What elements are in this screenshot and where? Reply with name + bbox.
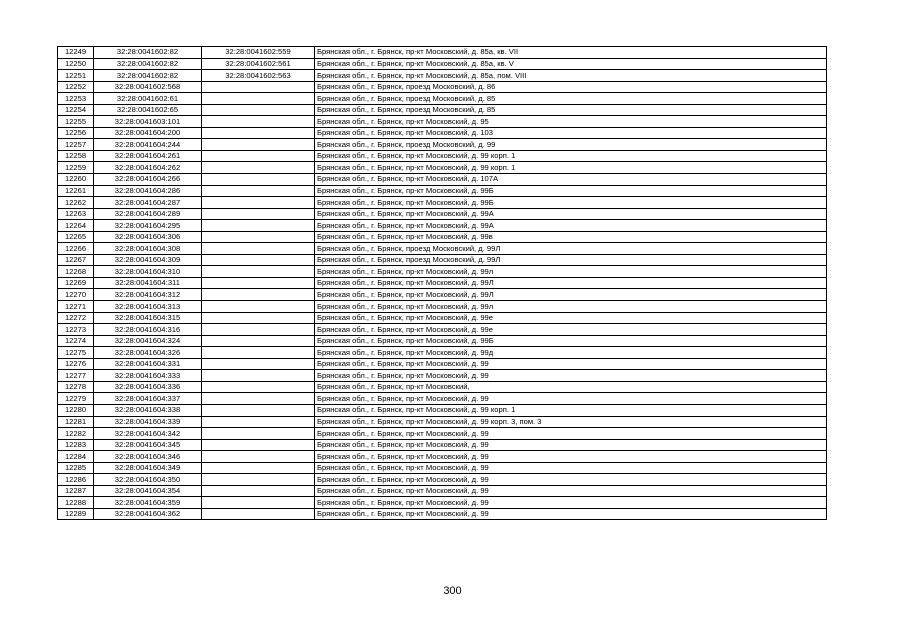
cadastral-number-cell: 32:28:0041604:338	[94, 404, 202, 416]
row-number-cell: 12263	[58, 208, 94, 220]
address-cell: Брянская обл., г. Брянск, пр-кт Московский, д. 99Б	[315, 185, 827, 197]
sub-cadastral-number-cell	[202, 277, 315, 289]
cadastral-number-cell: 32:28:0041604:359	[94, 497, 202, 509]
table-row	[58, 116, 827, 128]
address-cell: Брянская обл., г. Брянск, пр-кт Московский, д. 99	[315, 439, 827, 451]
table-row	[58, 162, 827, 174]
address-cell: Брянская обл., г. Брянск, пр-кт Московский, д. 99Л	[315, 289, 827, 301]
row-number-cell: 12256	[58, 127, 94, 139]
table-row	[58, 139, 827, 151]
sub-cadastral-number-cell	[202, 197, 315, 209]
cadastral-number-cell: 32:28:0041604:337	[94, 393, 202, 405]
sub-cadastral-number-cell	[202, 220, 315, 232]
row-number-cell: 12254	[58, 104, 94, 116]
sub-cadastral-number-cell	[202, 416, 315, 428]
cadastral-number-cell: 32:28:0041602:65	[94, 104, 202, 116]
sub-cadastral-number-cell	[202, 174, 315, 186]
sub-cadastral-number-cell: 32:28:0041602:563	[202, 70, 315, 82]
address-cell: Брянская обл., г. Брянск, пр-кт Московский, д. 99л	[315, 266, 827, 278]
cadastral-number-cell: 32:28:0041604:200	[94, 127, 202, 139]
table-row	[58, 254, 827, 266]
address-cell: Брянская обл., г. Брянск, пр-кт Московский, д. 99	[315, 485, 827, 497]
row-number-cell: 12250	[58, 58, 94, 70]
row-number-cell: 12271	[58, 301, 94, 313]
row-number-cell: 12275	[58, 347, 94, 359]
cadastral-number-cell: 32:28:0041604:311	[94, 277, 202, 289]
sub-cadastral-number-cell	[202, 266, 315, 278]
row-number-cell: 12279	[58, 393, 94, 405]
cadastral-number-cell: 32:28:0041602:82	[94, 47, 202, 59]
sub-cadastral-number-cell	[202, 393, 315, 405]
address-cell: Брянская обл., г. Брянск, проезд Московский, д. 99Л	[315, 254, 827, 266]
table-row	[58, 451, 827, 463]
address-cell: Брянская обл., г. Брянск, пр-кт Московский, д. 99	[315, 451, 827, 463]
address-cell: Брянская обл., г. Брянск, пр-кт Московский, д. 103	[315, 127, 827, 139]
cadastral-number-cell: 32:28:0041604:331	[94, 358, 202, 370]
cadastral-number-cell: 32:28:0041604:315	[94, 312, 202, 324]
address-cell: Брянская обл., г. Брянск, пр-кт Московский, д. 85а, кв. V	[315, 58, 827, 70]
row-number-cell: 12269	[58, 277, 94, 289]
sub-cadastral-number-cell	[202, 381, 315, 393]
table-row	[58, 231, 827, 243]
sub-cadastral-number-cell	[202, 508, 315, 520]
address-cell: Брянская обл., г. Брянск, пр-кт Московский, д. 99 корп. 1	[315, 150, 827, 162]
address-cell: Брянская обл., г. Брянск, пр-кт Московский, д. 99е	[315, 324, 827, 336]
table-row	[58, 127, 827, 139]
row-number-cell: 12251	[58, 70, 94, 82]
row-number-cell: 12267	[58, 254, 94, 266]
row-number-cell: 12261	[58, 185, 94, 197]
cadastral-number-cell: 32:28:0041604:262	[94, 162, 202, 174]
sub-cadastral-number-cell	[202, 301, 315, 313]
row-number-cell: 12285	[58, 462, 94, 474]
sub-cadastral-number-cell	[202, 289, 315, 301]
table-row	[58, 324, 827, 336]
address-cell: Брянская обл., г. Брянск, пр-кт Московский, д. 99д	[315, 347, 827, 359]
cadastral-number-cell: 32:28:0041602:61	[94, 93, 202, 105]
table-row	[58, 277, 827, 289]
cadastral-number-cell: 32:28:0041604:261	[94, 150, 202, 162]
cadastral-number-cell: 32:28:0041602:568	[94, 81, 202, 93]
sub-cadastral-number-cell	[202, 485, 315, 497]
row-number-cell: 12287	[58, 485, 94, 497]
cadastral-number-cell: 32:28:0041604:309	[94, 254, 202, 266]
row-number-cell: 12277	[58, 370, 94, 382]
table-row	[58, 416, 827, 428]
cadastral-number-cell: 32:28:0041604:310	[94, 266, 202, 278]
cadastral-number-cell: 32:28:0041604:345	[94, 439, 202, 451]
page-number: 300	[443, 585, 462, 597]
table-row	[58, 439, 827, 451]
cadastral-number-cell: 32:28:0041602:82	[94, 58, 202, 70]
cadastral-number-cell: 32:28:0041604:316	[94, 324, 202, 336]
sub-cadastral-number-cell	[202, 231, 315, 243]
address-cell: Брянская обл., г. Брянск, пр-кт Московский, д. 99А	[315, 208, 827, 220]
address-cell: Брянская обл., г. Брянск, пр-кт Московский, д. 107А	[315, 174, 827, 186]
sub-cadastral-number-cell	[202, 324, 315, 336]
sub-cadastral-number-cell	[202, 208, 315, 220]
table-row	[58, 150, 827, 162]
row-number-cell: 12283	[58, 439, 94, 451]
address-cell: Брянская обл., г. Брянск, пр-кт Московский, д. 99	[315, 393, 827, 405]
table-row	[58, 404, 827, 416]
records-table	[57, 46, 827, 520]
sub-cadastral-number-cell: 32:28:0041602:561	[202, 58, 315, 70]
table-row	[58, 208, 827, 220]
row-number-cell: 12265	[58, 231, 94, 243]
address-cell: Брянская обл., г. Брянск, пр-кт Московский, д. 99е	[315, 312, 827, 324]
cadastral-number-cell: 32:28:0041604:312	[94, 289, 202, 301]
sub-cadastral-number-cell	[202, 116, 315, 128]
row-number-cell: 12252	[58, 81, 94, 93]
table-row	[58, 47, 827, 59]
address-cell: Брянская обл., г. Брянск, пр-кт Московский, д. 99Л	[315, 277, 827, 289]
cadastral-number-cell: 32:28:0041604:295	[94, 220, 202, 232]
table-row	[58, 185, 827, 197]
cadastral-number-cell: 32:28:0041604:266	[94, 174, 202, 186]
table-row	[58, 358, 827, 370]
cadastral-number-cell: 32:28:0041604:286	[94, 185, 202, 197]
address-cell: Брянская обл., г. Брянск, пр-кт Московский, д. 99	[315, 474, 827, 486]
sub-cadastral-number-cell	[202, 404, 315, 416]
sub-cadastral-number-cell	[202, 370, 315, 382]
row-number-cell: 12264	[58, 220, 94, 232]
cadastral-number-cell: 32:28:0041604:244	[94, 139, 202, 151]
address-cell: Брянская обл., г. Брянск, пр-кт Московский, д. 99л	[315, 301, 827, 313]
sub-cadastral-number-cell	[202, 243, 315, 255]
cadastral-number-cell: 32:28:0041604:339	[94, 416, 202, 428]
table-row	[58, 301, 827, 313]
sub-cadastral-number-cell	[202, 104, 315, 116]
sub-cadastral-number-cell	[202, 185, 315, 197]
table-row	[58, 58, 827, 70]
cadastral-number-cell: 32:28:0041604:342	[94, 428, 202, 440]
table-row	[58, 370, 827, 382]
address-cell: Брянская обл., г. Брянск, пр-кт Московский, д. 99	[315, 370, 827, 382]
sub-cadastral-number-cell	[202, 254, 315, 266]
row-number-cell: 12278	[58, 381, 94, 393]
table-row	[58, 428, 827, 440]
table-row	[58, 197, 827, 209]
address-cell: Брянская обл., г. Брянск, проезд Московский, д. 99Л	[315, 243, 827, 255]
sub-cadastral-number-cell: 32:28:0041602:559	[202, 47, 315, 59]
row-number-cell: 12272	[58, 312, 94, 324]
row-number-cell: 12266	[58, 243, 94, 255]
address-cell: Брянская обл., г. Брянск, пр-кт Московский,	[315, 381, 827, 393]
row-number-cell: 12260	[58, 174, 94, 186]
table-row	[58, 70, 827, 82]
sub-cadastral-number-cell	[202, 462, 315, 474]
sub-cadastral-number-cell	[202, 439, 315, 451]
sub-cadastral-number-cell	[202, 81, 315, 93]
row-number-cell: 12281	[58, 416, 94, 428]
cadastral-number-cell: 32:28:0041604:336	[94, 381, 202, 393]
table-row	[58, 335, 827, 347]
address-cell: Брянская обл., г. Брянск, пр-кт Московский, д. 99Б	[315, 197, 827, 209]
address-cell: Брянская обл., г. Брянск, пр-кт Московский, д. 99Б	[315, 335, 827, 347]
table-row	[58, 462, 827, 474]
table-row	[58, 243, 827, 255]
records-table-body	[58, 47, 827, 520]
sub-cadastral-number-cell	[202, 162, 315, 174]
cadastral-number-cell: 32:28:0041604:306	[94, 231, 202, 243]
row-number-cell: 12288	[58, 497, 94, 509]
table-row	[58, 312, 827, 324]
sub-cadastral-number-cell	[202, 347, 315, 359]
table-row	[58, 347, 827, 359]
address-cell: Брянская обл., г. Брянск, пр-кт Московский, д. 99А	[315, 220, 827, 232]
cadastral-number-cell: 32:28:0041604:313	[94, 301, 202, 313]
table-row	[58, 93, 827, 105]
table-row	[58, 220, 827, 232]
sub-cadastral-number-cell	[202, 127, 315, 139]
cadastral-number-cell: 32:28:0041604:333	[94, 370, 202, 382]
row-number-cell: 12284	[58, 451, 94, 463]
sub-cadastral-number-cell	[202, 428, 315, 440]
address-cell: Брянская обл., г. Брянск, пр-кт Московский, д. 99 корп. 3, пом. 3	[315, 416, 827, 428]
table-row	[58, 497, 827, 509]
address-cell: Брянская обл., г. Брянск, пр-кт Московский, д. 99 корп. 1	[315, 404, 827, 416]
address-cell: Брянская обл., г. Брянск, пр-кт Московский, д. 99	[315, 508, 827, 520]
address-cell: Брянская обл., г. Брянск, пр-кт Московский, д. 95	[315, 116, 827, 128]
row-number-cell: 12253	[58, 93, 94, 105]
row-number-cell: 12274	[58, 335, 94, 347]
row-number-cell: 12262	[58, 197, 94, 209]
row-number-cell: 12276	[58, 358, 94, 370]
row-number-cell: 12257	[58, 139, 94, 151]
cadastral-number-cell: 32:28:0041604:308	[94, 243, 202, 255]
cadastral-number-cell: 32:28:0041604:289	[94, 208, 202, 220]
table-row	[58, 174, 827, 186]
row-number-cell: 12259	[58, 162, 94, 174]
sub-cadastral-number-cell	[202, 93, 315, 105]
table-row	[58, 393, 827, 405]
cadastral-number-cell: 32:28:0041604:354	[94, 485, 202, 497]
sub-cadastral-number-cell	[202, 150, 315, 162]
cadastral-number-cell: 32:28:0041604:324	[94, 335, 202, 347]
sub-cadastral-number-cell	[202, 335, 315, 347]
table-row	[58, 508, 827, 520]
cadastral-number-cell: 32:28:0041602:82	[94, 70, 202, 82]
cadastral-number-cell: 32:28:0041603:101	[94, 116, 202, 128]
table-row	[58, 104, 827, 116]
address-cell: Брянская обл., г. Брянск, пр-кт Московский, д. 99	[315, 428, 827, 440]
cadastral-number-cell: 32:28:0041604:346	[94, 451, 202, 463]
row-number-cell: 12282	[58, 428, 94, 440]
address-cell: Брянская обл., г. Брянск, проезд Московский, д. 85	[315, 93, 827, 105]
table-row	[58, 485, 827, 497]
table-row	[58, 289, 827, 301]
address-cell: Брянская обл., г. Брянск, проезд Московский, д. 86	[315, 81, 827, 93]
cadastral-number-cell: 32:28:0041604:350	[94, 474, 202, 486]
address-cell: Брянская обл., г. Брянск, пр-кт Московский, д. 99в	[315, 231, 827, 243]
cadastral-number-cell: 32:28:0041604:349	[94, 462, 202, 474]
row-number-cell: 12255	[58, 116, 94, 128]
row-number-cell: 12286	[58, 474, 94, 486]
cadastral-number-cell: 32:28:0041604:326	[94, 347, 202, 359]
row-number-cell: 12258	[58, 150, 94, 162]
row-number-cell: 12273	[58, 324, 94, 336]
address-cell: Брянская обл., г. Брянск, пр-кт Московский, д. 99	[315, 462, 827, 474]
address-cell: Брянская обл., г. Брянск, пр-кт Московский, д. 85а, пом. VIII	[315, 70, 827, 82]
row-number-cell: 12280	[58, 404, 94, 416]
address-cell: Брянская обл., г. Брянск, пр-кт Московский, д. 99	[315, 358, 827, 370]
address-cell: Брянская обл., г. Брянск, пр-кт Московский, д. 99 корп. 1	[315, 162, 827, 174]
sub-cadastral-number-cell	[202, 451, 315, 463]
table-row	[58, 381, 827, 393]
table-row	[58, 474, 827, 486]
row-number-cell: 12249	[58, 47, 94, 59]
sub-cadastral-number-cell	[202, 312, 315, 324]
address-cell: Брянская обл., г. Брянск, пр-кт Московский, д. 99	[315, 497, 827, 509]
cadastral-number-cell: 32:28:0041604:362	[94, 508, 202, 520]
address-cell: Брянская обл., г. Брянск, пр-кт Московский, д. 85а, кв. VII	[315, 47, 827, 59]
row-number-cell: 12289	[58, 508, 94, 520]
sub-cadastral-number-cell	[202, 474, 315, 486]
row-number-cell: 12270	[58, 289, 94, 301]
sub-cadastral-number-cell	[202, 358, 315, 370]
sub-cadastral-number-cell	[202, 139, 315, 151]
sub-cadastral-number-cell	[202, 497, 315, 509]
table-row	[58, 266, 827, 278]
address-cell: Брянская обл., г. Брянск, проезд Московский, д. 99	[315, 139, 827, 151]
address-cell: Брянская обл., г. Брянск, проезд Московский, д. 85	[315, 104, 827, 116]
cadastral-number-cell: 32:28:0041604:287	[94, 197, 202, 209]
table-row	[58, 81, 827, 93]
row-number-cell: 12268	[58, 266, 94, 278]
